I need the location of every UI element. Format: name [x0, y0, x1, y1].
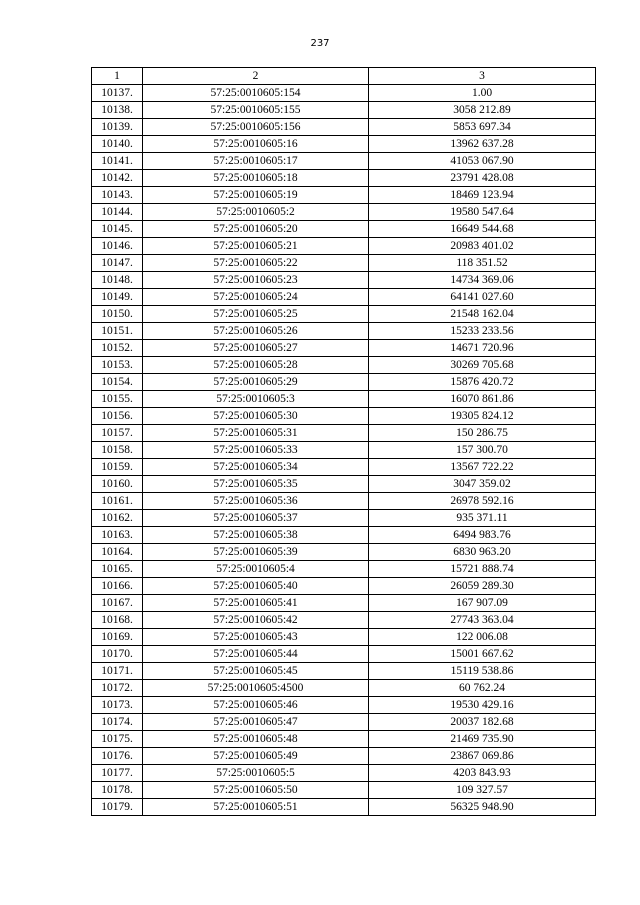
table-row [92, 714, 596, 731]
cadastral-value-cell: 21548 162.04 [369, 306, 596, 323]
row-number-cell: 10163. [92, 527, 143, 544]
cadastral-value-cell: 13567 722.22 [369, 459, 596, 476]
table-row [92, 697, 596, 714]
table-row [92, 221, 596, 238]
table-row [92, 289, 596, 306]
cadastral-value-cell: 6494 983.76 [369, 527, 596, 544]
table-row [92, 255, 596, 272]
cadastral-number-cell: 57:25:0010605:155 [143, 102, 369, 119]
cadastral-number-cell: 57:25:0010605:33 [143, 442, 369, 459]
cadastral-number-cell: 57:25:0010605:39 [143, 544, 369, 561]
table-row [92, 782, 596, 799]
table-row [92, 425, 596, 442]
row-number-cell: 10160. [92, 476, 143, 493]
row-number-cell: 10137. [92, 85, 143, 102]
row-number-cell: 10144. [92, 204, 143, 221]
cadastral-number-cell: 57:25:0010605:44 [143, 646, 369, 663]
cadastral-value-cell: 16070 861.86 [369, 391, 596, 408]
table-row [92, 187, 596, 204]
cadastral-value-cell: 157 300.70 [369, 442, 596, 459]
table-row [92, 204, 596, 221]
cadastral-value-cell: 19530 429.16 [369, 697, 596, 714]
cadastral-value-cell: 5853 697.34 [369, 119, 596, 136]
row-number-cell: 10171. [92, 663, 143, 680]
table-row [92, 595, 596, 612]
column-header-2: 2 [143, 68, 369, 85]
cadastral-number-cell: 57:25:0010605:30 [143, 408, 369, 425]
table-row [92, 408, 596, 425]
row-number-cell: 10170. [92, 646, 143, 663]
cadastral-number-cell: 57:25:0010605:38 [143, 527, 369, 544]
row-number-cell: 10138. [92, 102, 143, 119]
cadastral-number-cell: 57:25:0010605:40 [143, 578, 369, 595]
table-row [92, 748, 596, 765]
cadastral-value-cell: 60 762.24 [369, 680, 596, 697]
cadastral-number-cell: 57:25:0010605:19 [143, 187, 369, 204]
table-row [92, 459, 596, 476]
row-number-cell: 10151. [92, 323, 143, 340]
cadastral-value-cell: 14734 369.06 [369, 272, 596, 289]
row-number-cell: 10146. [92, 238, 143, 255]
column-header-1: 1 [92, 68, 143, 85]
cadastral-value-cell: 1.00 [369, 85, 596, 102]
table-row [92, 136, 596, 153]
row-number-cell: 10168. [92, 612, 143, 629]
cadastral-number-cell: 57:25:0010605:37 [143, 510, 369, 527]
table-row [92, 544, 596, 561]
cadastral-value-cell: 6830 963.20 [369, 544, 596, 561]
table-row [92, 561, 596, 578]
table-row [92, 731, 596, 748]
cadastral-number-cell: 57:25:0010605:48 [143, 731, 369, 748]
cadastral-value-cell: 41053 067.90 [369, 153, 596, 170]
cadastral-number-cell: 57:25:0010605:16 [143, 136, 369, 153]
cadastral-number-cell: 57:25:0010605:42 [143, 612, 369, 629]
cadastral-number-cell: 57:25:0010605:23 [143, 272, 369, 289]
table-row [92, 646, 596, 663]
row-number-cell: 10152. [92, 340, 143, 357]
cadastral-value-cell: 15001 667.62 [369, 646, 596, 663]
cadastral-number-cell: 57:25:0010605:35 [143, 476, 369, 493]
row-number-cell: 10139. [92, 119, 143, 136]
cadastral-number-cell: 57:25:0010605:18 [143, 170, 369, 187]
row-number-cell: 10176. [92, 748, 143, 765]
table-row [92, 527, 596, 544]
cadastral-number-cell: 57:25:0010605:20 [143, 221, 369, 238]
cadastral-number-cell: 57:25:0010605:36 [143, 493, 369, 510]
cadastral-value-cell: 21469 735.90 [369, 731, 596, 748]
row-number-cell: 10148. [92, 272, 143, 289]
table-row [92, 323, 596, 340]
cadastral-value-cell: 167 907.09 [369, 595, 596, 612]
cadastral-value-cell: 150 286.75 [369, 425, 596, 442]
table-row [92, 629, 596, 646]
cadastral-number-cell: 57:25:0010605:4500 [143, 680, 369, 697]
row-number-cell: 10155. [92, 391, 143, 408]
table-header-row [92, 68, 596, 85]
cadastral-value-cell: 64141 027.60 [369, 289, 596, 306]
cadastral-number-cell: 57:25:0010605:34 [143, 459, 369, 476]
cadastral-value-cell: 4203 843.93 [369, 765, 596, 782]
cadastral-value-cell: 30269 705.68 [369, 357, 596, 374]
row-number-cell: 10142. [92, 170, 143, 187]
row-number-cell: 10150. [92, 306, 143, 323]
row-number-cell: 10143. [92, 187, 143, 204]
cadastral-value-cell: 118 351.52 [369, 255, 596, 272]
cadastral-value-cell: 935 371.11 [369, 510, 596, 527]
table-row [92, 476, 596, 493]
cadastral-number-cell: 57:25:0010605:3 [143, 391, 369, 408]
cadastral-number-cell: 57:25:0010605:154 [143, 85, 369, 102]
cadastral-number-cell: 57:25:0010605:156 [143, 119, 369, 136]
cadastral-value-cell: 20037 182.68 [369, 714, 596, 731]
cadastral-value-cell: 15721 888.74 [369, 561, 596, 578]
cadastral-value-cell: 3047 359.02 [369, 476, 596, 493]
cadastral-value-cell: 26059 289.30 [369, 578, 596, 595]
table-row [92, 102, 596, 119]
cadastral-number-cell: 57:25:0010605:21 [143, 238, 369, 255]
cadastral-number-cell: 57:25:0010605:4 [143, 561, 369, 578]
row-number-cell: 10175. [92, 731, 143, 748]
cadastral-number-cell: 57:25:0010605:51 [143, 799, 369, 816]
table-body [92, 85, 596, 816]
cadastral-number-cell: 57:25:0010605:47 [143, 714, 369, 731]
cadastral-value-cell: 13962 637.28 [369, 136, 596, 153]
table-row [92, 306, 596, 323]
table-row [92, 799, 596, 816]
page-number: 237 [310, 38, 330, 49]
cadastral-number-cell: 57:25:0010605:41 [143, 595, 369, 612]
column-header-3: 3 [369, 68, 596, 85]
cadastral-value-cell: 14671 720.96 [369, 340, 596, 357]
table-row [92, 765, 596, 782]
table-row [92, 85, 596, 102]
table-row [92, 663, 596, 680]
table-row [92, 442, 596, 459]
row-number-cell: 10161. [92, 493, 143, 510]
row-number-cell: 10145. [92, 221, 143, 238]
cadastral-value-cell: 27743 363.04 [369, 612, 596, 629]
cadastral-number-cell: 57:25:0010605:31 [143, 425, 369, 442]
table-row [92, 272, 596, 289]
cadastral-value-cell: 109 327.57 [369, 782, 596, 799]
table-row [92, 391, 596, 408]
cadastral-number-cell: 57:25:0010605:28 [143, 357, 369, 374]
cadastral-value-cell: 16649 544.68 [369, 221, 596, 238]
row-number-cell: 10169. [92, 629, 143, 646]
row-number-cell: 10164. [92, 544, 143, 561]
cadastral-number-cell: 57:25:0010605:22 [143, 255, 369, 272]
cadastral-value-cell: 56325 948.90 [369, 799, 596, 816]
row-number-cell: 10159. [92, 459, 143, 476]
row-number-cell: 10174. [92, 714, 143, 731]
row-number-cell: 10141. [92, 153, 143, 170]
cadastral-value-cell: 18469 123.94 [369, 187, 596, 204]
cadastral-value-cell: 15119 538.86 [369, 663, 596, 680]
cadastral-number-cell: 57:25:0010605:25 [143, 306, 369, 323]
table-row [92, 119, 596, 136]
table-row [92, 170, 596, 187]
row-number-cell: 10177. [92, 765, 143, 782]
table-row [92, 510, 596, 527]
row-number-cell: 10153. [92, 357, 143, 374]
cadastral-number-cell: 57:25:0010605:17 [143, 153, 369, 170]
table-row [92, 153, 596, 170]
row-number-cell: 10147. [92, 255, 143, 272]
cadastral-number-cell: 57:25:0010605:27 [143, 340, 369, 357]
table-row [92, 340, 596, 357]
cadastral-value-cell: 19305 824.12 [369, 408, 596, 425]
cadastral-value-cell: 3058 212.89 [369, 102, 596, 119]
row-number-cell: 10173. [92, 697, 143, 714]
table-row [92, 680, 596, 697]
cadastral-value-cell: 23791 428.08 [369, 170, 596, 187]
cadastral-value-cell: 26978 592.16 [369, 493, 596, 510]
cadastral-number-cell: 57:25:0010605:29 [143, 374, 369, 391]
table-row [92, 612, 596, 629]
cadastral-value-cell: 122 006.08 [369, 629, 596, 646]
cadastral-number-cell: 57:25:0010605:50 [143, 782, 369, 799]
table-row [92, 493, 596, 510]
table-row [92, 357, 596, 374]
row-number-cell: 10157. [92, 425, 143, 442]
row-number-cell: 10162. [92, 510, 143, 527]
table-row [92, 374, 596, 391]
cadastral-value-cell: 19580 547.64 [369, 204, 596, 221]
cadastral-number-cell: 57:25:0010605:46 [143, 697, 369, 714]
table-row [92, 578, 596, 595]
cadastral-number-cell: 57:25:0010605:2 [143, 204, 369, 221]
cadastral-value-table [91, 67, 596, 816]
row-number-cell: 10165. [92, 561, 143, 578]
cadastral-number-cell: 57:25:0010605:45 [143, 663, 369, 680]
cadastral-number-cell: 57:25:0010605:49 [143, 748, 369, 765]
row-number-cell: 10166. [92, 578, 143, 595]
row-number-cell: 10158. [92, 442, 143, 459]
cadastral-number-cell: 57:25:0010605:26 [143, 323, 369, 340]
cadastral-number-cell: 57:25:0010605:24 [143, 289, 369, 306]
cadastral-value-cell: 20983 401.02 [369, 238, 596, 255]
cadastral-number-cell: 57:25:0010605:43 [143, 629, 369, 646]
cadastral-value-cell: 23867 069.86 [369, 748, 596, 765]
row-number-cell: 10149. [92, 289, 143, 306]
cadastral-value-cell: 15233 233.56 [369, 323, 596, 340]
row-number-cell: 10167. [92, 595, 143, 612]
table-row [92, 238, 596, 255]
row-number-cell: 10156. [92, 408, 143, 425]
cadastral-value-cell: 15876 420.72 [369, 374, 596, 391]
row-number-cell: 10179. [92, 799, 143, 816]
row-number-cell: 10178. [92, 782, 143, 799]
cadastral-number-cell: 57:25:0010605:5 [143, 765, 369, 782]
row-number-cell: 10154. [92, 374, 143, 391]
row-number-cell: 10140. [92, 136, 143, 153]
row-number-cell: 10172. [92, 680, 143, 697]
